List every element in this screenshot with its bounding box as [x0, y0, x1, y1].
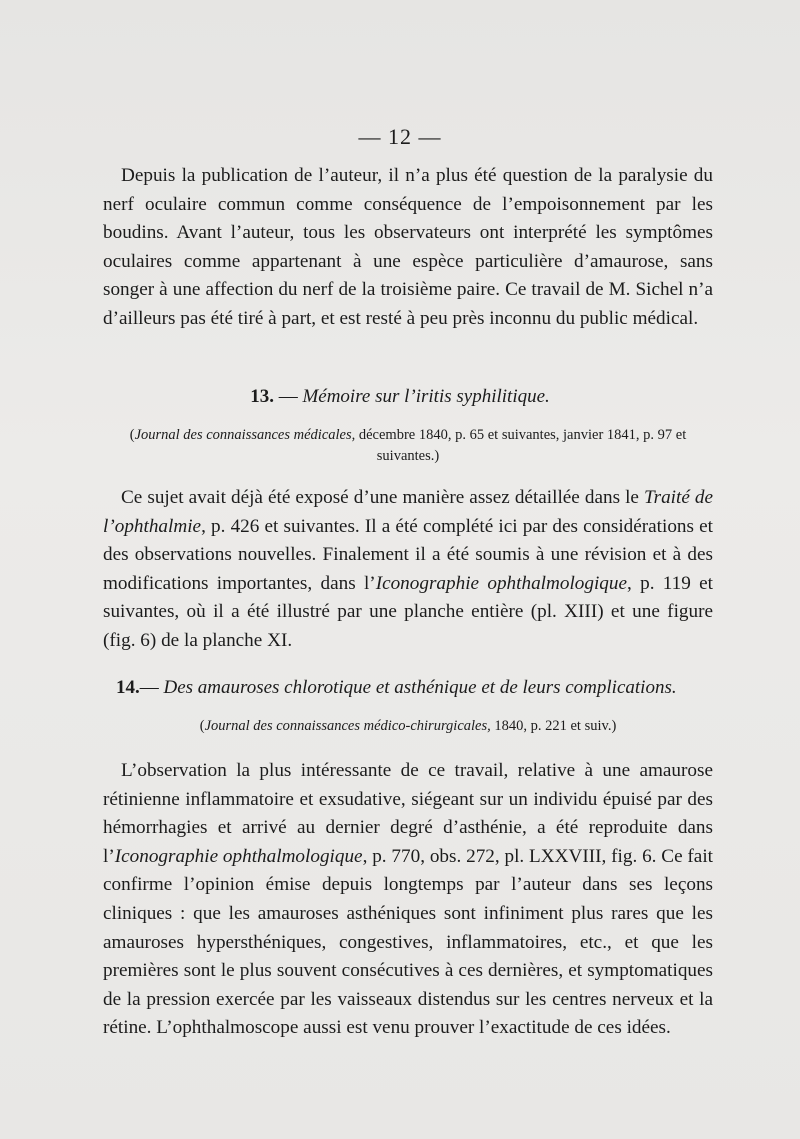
section-14-number: 14. — [116, 677, 140, 698]
paragraph-3-part2: , p. 770, obs. 272, pl. LXXVIII, fig. 6. Ce fait confirme l’opinion émise depuis longtemps par l’auteur dans ses leçons cliniques : que les amauroses asthéniques sont infiniment plus rares que les amauroses hypersthéniques, congestives, inflammatoires, etc., et que les premières sont le plus souvent consécutives à ces dernières, et symptomatiques de la pression exercée par les vaisseaux distendus sur les centres nerveux et la rétine. L’ophthalmoscope aussi est venu prouver l’exactitude de ces idées. — [103, 845, 713, 1039]
section-13-reference — [103, 425, 713, 467]
section-13-ref-rest: décembre 1840, p. 65 et suivantes, janvier 1841, p. 97 et suivantes.) — [355, 427, 687, 464]
section-14-title: Des amauroses chlorotique et asthénique et de leurs complications. — [163, 677, 677, 698]
paragraph-3-italic1: Iconographie ophthalmologique — [114, 845, 363, 867]
section-14-heading — [60, 677, 800, 699]
section-13-title: Mémoire sur l’iritis syphilitique. — [302, 386, 550, 407]
section-13-ref-journal: Journal des connaissances médicales, — [134, 427, 356, 443]
section-14-dash: — — [139, 677, 164, 698]
section-14-ref-journal: Journal des connaissances médico-chirurgicales, — [204, 718, 491, 734]
section-13-heading — [0, 386, 800, 408]
section-14-ref-open: ( — [199, 718, 205, 734]
paragraph-2-part1: Ce sujet avait déjà été exposé d’une manière assez détaillée dans le — [121, 487, 644, 508]
paragraph-3-part1: L’observation la plus intéressante de ce travail, relative à une amaurose rétinienne inflammatoire et exsudative, siégeant sur un individu épuisé par des hémorrhagies et arrivé au dernier degré d’asthénie, a été reproduite dans l’ — [103, 760, 713, 867]
section-14-reference — [103, 716, 713, 737]
section-13-number: 13. — [250, 386, 274, 407]
paragraph-2-italic1: Traité de l’ophthalmie — [103, 487, 713, 537]
paragraph-2-part3: , p. 119 et suivantes, où il a été illustré par une planche entière (pl. XIII) et une figure (fig. 6) de la planche XI. — [103, 572, 713, 651]
page-number: — 12 — — [358, 124, 442, 149]
paragraph-2-italic2: Iconographie ophthalmologique — [375, 572, 627, 594]
section-13-ref-open: ( — [129, 427, 135, 443]
paragraph-3 — [103, 757, 713, 1043]
paragraph-2 — [103, 484, 713, 656]
paragraph-2-part2: , p. 426 et suivantes. Il a été complété ici par des considérations et des observations nouvelles. Finalement il a été soumis à une révision et à des modifications importantes, dans l’ — [103, 515, 713, 594]
section-13-dash: — — [273, 386, 303, 407]
section-14-ref-rest: 1840, p. 221 et suiv.) — [490, 718, 617, 734]
paragraph-1: Depuis la publication de l’auteur, il n’a plus été question de la paralysie du nerf oculaire commun comme conséquence de l’empoisonnement par les boudins. Avant l’auteur, tous les observateurs ont interprété les symptômes oculaires comme appartenant à une espèce particulière d’amaurose, sans songer à une affection du nerf de la troisième paire. Ce travail de M. Sichel n’a d’ailleurs pas été tiré à part, et est resté à peu près inconnu du public médical. — [103, 165, 713, 329]
